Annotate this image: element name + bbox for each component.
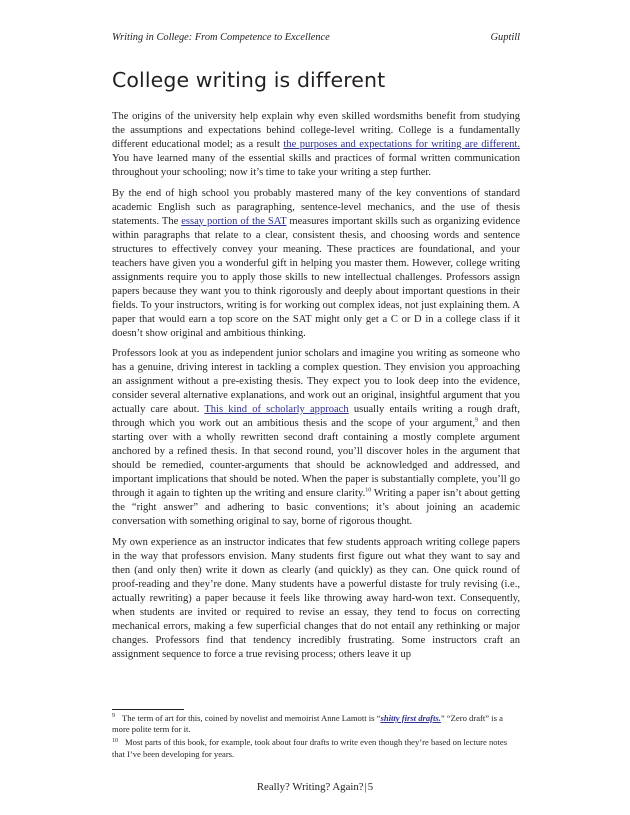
link-purposes-expectations[interactable]: the purposes and expectations for writing are different. [283,139,520,150]
page-footer [0,781,630,793]
paragraph-1-text-a: The origins of the university help explain why even skilled wordsmiths benefit from studying the assumptions and expectations behind college-level writing. College is a fundamentally different educational model; as a result [112,111,520,150]
paragraph-2-text-a: By the end of high school you probably mastered many of the key conventions of standard academic English such as paragraphing, sentence-level mechanics, and the use of thesis statements. The [112,187,520,227]
page-number: 5 [367,781,374,793]
footnote-10 [112,737,520,759]
footnote-divider [112,709,184,710]
running-header-book-title: Writing in College: From Competence to Excellence [112,32,330,43]
footnote-ref-9[interactable]: 9 [475,417,479,424]
footer-book-title: Really? Writing? Again? [256,781,364,793]
link-shitty-first-drafts[interactable]: shitty first drafts. [380,713,441,723]
paragraph-1 [112,110,520,180]
paragraph-1-text-b: You have learned many of the essential skills and practices of formal written communication throughout your schooling; now it’s time to take your writing a step further. [112,153,520,178]
running-header [112,32,520,48]
footnote-10-text: Most parts of this book, for example, took about four drafts to write even though they’re based on lecture notes that I’ve been developing for years. [112,737,508,759]
paragraph-4-text: My own experience as an instructor indicates that few students approach writing college papers in the way that professors envision. Many students first figure out what they want to say and then (and only then) write it down as clearly (and quickly) as they can. One quick round of proof-reading and they’re done. Many students have a powerful distaste for truly revising (i.e., actually rewriting) a paper because it feels like throwing away hard-won text. Consequently, when students are invited or required to revise an essay, they tend to focus on correcting mechanical errors, making a few superficial changes that do not entail any rethinking or major changes. Professors find that tendency incredibly frustrating. Some instructors craft an assignment sequence to force a true revising process; others leave it up [112,536,520,660]
footnote-10-number: 10 [112,737,118,744]
footnotes [112,713,520,762]
footnote-9 [112,713,520,735]
paragraph-3-text-d: Writing a paper isn’t about getting the “right answer” and adhering to basic conventions; it’s about joining an academic conversation with something original to say, borne of rigorous thought. [112,488,520,527]
section-title: College writing is different [112,68,386,92]
running-header-author: Guptill [490,32,520,43]
footer-separator: | [364,781,367,793]
paragraph-3-text-b: usually entails writing a rough draft, through which you work out an ambitious thesis and the scope of your argument, [112,404,520,429]
paragraph-3 [112,347,520,529]
paragraph-3-text-c: and then starting over with a wholly rewritten second draft containing a mostly complete argument anchored by a refined thesis. In that second round, you’ll discover holes in the argument that should be remedied, counter-arguments that should be acknowledged and addressed, and important implications that should be noted. When the paper is substantially complete, you’ll go through it again to tighten up the writing and ensure clarity. [112,418,520,499]
paragraph-2-text-b: measures important skills such as organizing evidence within paragraphs that relate to a clear, consistent thesis, and choosing words and sentence structures to effectively convey your meaning. These practices are foundational, and your teachers have given you a wonderful gift in helping you master them. However, college writing assignments require you to apply those skills to new intellectual challenges. Professors assign papers because they want you to think rigorously and deeply about important questions in their fields. To your instructors, writing is for working out complex ideas, not just explaining them. A paper that would earn a top score on the SAT might only get a C or D in a college class if it doesn’t show original and ambitious thinking. [112,215,520,339]
footnote-9-number: 9 [112,713,115,720]
footnote-9-text-b: ” “Zero draft” is a more polite term for it. [112,713,503,735]
body-text [112,110,520,668]
link-sat-essay[interactable]: essay portion of the SAT [181,215,287,227]
paragraph-4 [112,536,520,662]
footnote-ref-10[interactable]: 10 [365,487,372,494]
footnote-9-text-a: The term of art for this, coined by novelist and memoirist Anne Lamott is “ [122,713,381,723]
paragraph-3-text-a: Professors look at you as independent junior scholars and imagine you writing as someone who has a genuine, driving interest in tackling a complex question. They envision you approaching an assignment without a pre-existing thesis. They expect you to look deep into the evidence, consider several alternative explanations, and work out an original, insightful argument that you actually care about. [112,348,520,415]
link-scholarly-approach[interactable]: This kind of scholarly approach [204,404,349,415]
paragraph-2 [112,187,520,341]
